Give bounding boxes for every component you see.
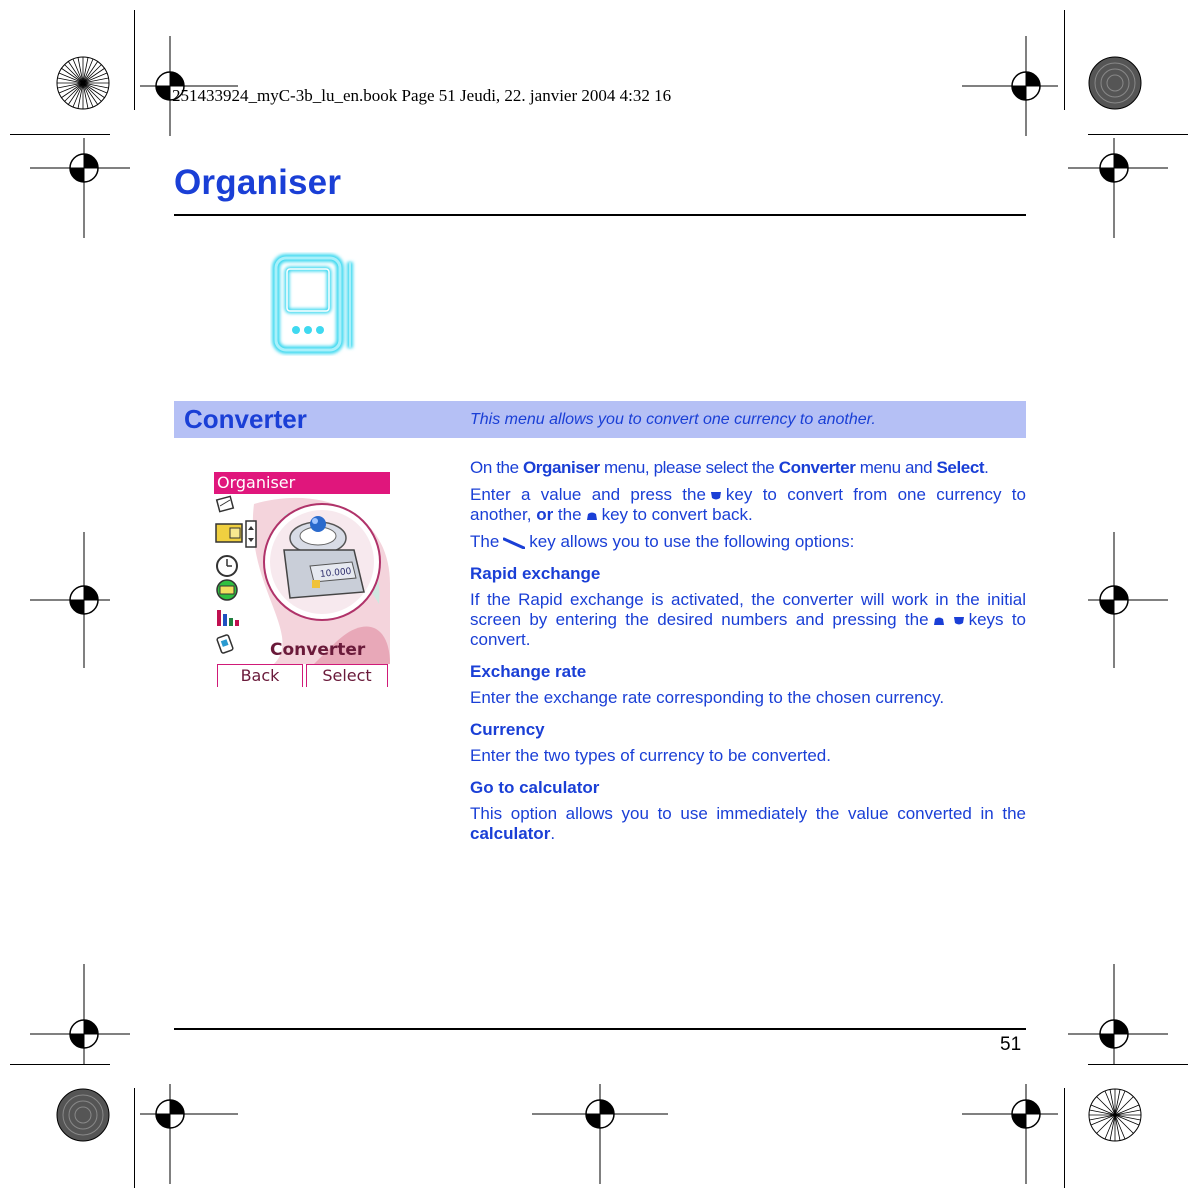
text: . bbox=[550, 824, 556, 843]
bold-term: Select bbox=[936, 458, 985, 477]
section-header-bar bbox=[174, 401, 1026, 438]
text: The bbox=[470, 532, 500, 551]
section-title: Converter bbox=[184, 404, 307, 434]
text: key to convert from one currency to another, bbox=[470, 485, 1026, 524]
phone-title: Organiser bbox=[217, 473, 296, 492]
paragraph-rapid-exchange bbox=[470, 590, 1026, 650]
crosshair-target-icon bbox=[962, 1064, 1082, 1184]
down-key-icon bbox=[710, 491, 722, 501]
phone-caption: Converter bbox=[270, 640, 366, 660]
phone-screen-illustration bbox=[214, 472, 390, 688]
text: key to convert back. bbox=[601, 505, 753, 524]
up-key-icon bbox=[933, 616, 945, 626]
softkey-select-button[interactable]: Select bbox=[306, 664, 388, 687]
registration-circle-icon bbox=[1084, 52, 1146, 114]
text: menu, please select the bbox=[599, 458, 779, 477]
page-title: Organiser bbox=[174, 163, 342, 202]
paragraph-go-to-calculator bbox=[470, 804, 1026, 844]
crosshair-target-icon bbox=[30, 964, 130, 1084]
option-heading-rapid-exchange: Rapid exchange bbox=[470, 564, 601, 583]
text: the bbox=[557, 505, 582, 524]
title-rule bbox=[174, 214, 1026, 216]
print-header: 251433924_myC-3b_lu_en.book Page 51 Jeudi, 22. janvier 2004 4:32 16 bbox=[172, 86, 672, 105]
paragraph-options bbox=[470, 532, 1026, 552]
softkey-back-button[interactable]: Back bbox=[217, 664, 303, 687]
text: Enter a value and press the bbox=[470, 485, 706, 504]
crosshair-target-icon bbox=[30, 118, 130, 238]
up-key-icon bbox=[586, 511, 598, 521]
phone-title-bar bbox=[214, 472, 390, 494]
option-heading-go-to-calculator: Go to calculator bbox=[470, 778, 600, 797]
softkey-menu-icon bbox=[503, 537, 525, 549]
crosshair-target-icon bbox=[532, 1064, 668, 1184]
paragraph-exchange-rate: Enter the exchange rate corresponding to the chosen currency. bbox=[470, 688, 945, 707]
text: menu and bbox=[855, 458, 937, 477]
registration-circle-icon bbox=[52, 1084, 114, 1146]
crosshair-target-icon bbox=[1068, 532, 1168, 668]
crosshair-target-icon bbox=[118, 1064, 238, 1184]
bold-term: Converter bbox=[778, 458, 856, 477]
organiser-pda-icon bbox=[270, 252, 360, 356]
text: On the bbox=[470, 458, 523, 477]
down-key-icon bbox=[953, 616, 965, 626]
text: keys to convert. bbox=[470, 610, 1027, 649]
crosshair-target-icon bbox=[30, 532, 130, 668]
bold-term: calculator bbox=[470, 824, 551, 843]
registration-circle-icon bbox=[1084, 1084, 1146, 1146]
text: This option allows you to use immediately the value converted in the bbox=[470, 804, 1026, 823]
text: key allows you to use the following options: bbox=[529, 532, 855, 551]
bold-term: or bbox=[536, 505, 554, 524]
converter-display-value: 10.000 bbox=[319, 566, 352, 581]
paragraph-convert bbox=[470, 485, 1026, 525]
option-heading-currency: Currency bbox=[470, 720, 545, 739]
registration-circle-icon bbox=[52, 52, 114, 114]
section-description: This menu allows you to convert one currency to another. bbox=[470, 411, 876, 428]
page-number: 51 bbox=[1000, 1034, 1022, 1055]
phone-menu-graphic bbox=[214, 494, 390, 664]
text: . bbox=[984, 458, 989, 477]
paragraph-currency: Enter the two types of currency to be converted. bbox=[470, 746, 831, 765]
body-content bbox=[470, 458, 1026, 851]
option-heading-exchange-rate: Exchange rate bbox=[470, 662, 587, 681]
crosshair-target-icon bbox=[1068, 964, 1168, 1084]
crosshair-target-icon bbox=[962, 36, 1082, 136]
paragraph-intro bbox=[470, 458, 1026, 478]
crosshair-target-icon bbox=[1068, 118, 1168, 238]
footer-rule bbox=[174, 1028, 1026, 1030]
bold-term: Organiser bbox=[522, 458, 600, 477]
text: If the Rapid exchange is activated, the converter will work in the initial screen by entering the desired numbers and pressing the bbox=[470, 590, 1026, 629]
